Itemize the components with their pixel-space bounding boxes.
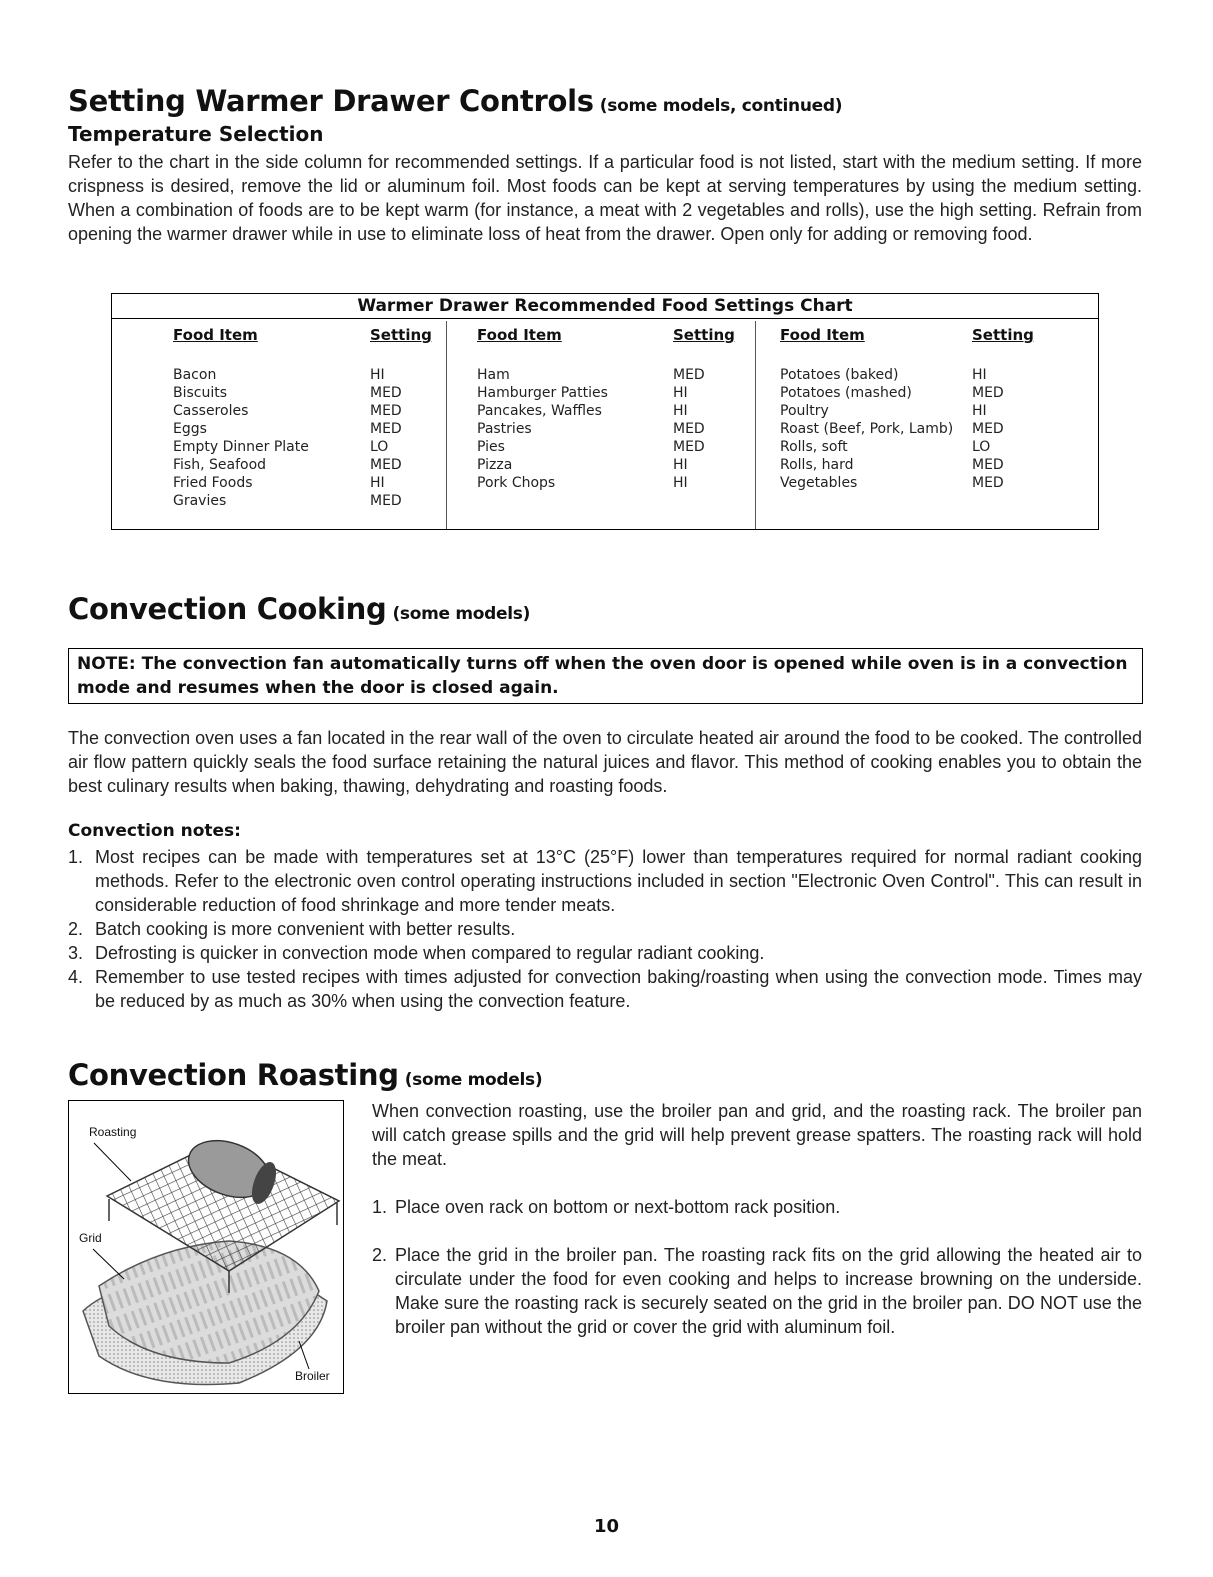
food-setting: MED <box>972 457 1004 473</box>
food-item: Rolls, soft <box>780 439 848 455</box>
roasting-step <box>372 1195 1142 1219</box>
food-item: Fish, Seafood <box>173 457 267 473</box>
step-text: Place oven rack on bottom or next-bottom rack position. <box>395 1197 841 1217</box>
food-item: Bacon <box>173 367 217 383</box>
chart-column-2 <box>477 321 752 529</box>
food-item: Pancakes, Waffles <box>477 403 602 419</box>
food-setting: MED <box>370 457 402 473</box>
food-setting: HI <box>972 403 987 419</box>
food-item: Casseroles <box>173 403 249 419</box>
broiler-pan-illustration <box>68 1100 344 1394</box>
food-setting: HI <box>370 475 385 491</box>
chart-divider <box>446 321 447 529</box>
food-setting: HI <box>673 403 688 419</box>
list-item <box>68 845 1142 917</box>
food-setting: LO <box>972 439 991 455</box>
step-number: 2. <box>372 1245 388 1265</box>
food-setting: HI <box>673 385 688 401</box>
chart-divider <box>755 321 756 529</box>
food-setting: MED <box>370 403 402 419</box>
list-number: 1. <box>68 847 84 867</box>
convection-title-sub: (some models) <box>392 604 531 624</box>
food-item: Vegetables <box>780 475 858 491</box>
chart-column-3 <box>780 321 1095 529</box>
food-item-header: Food Item <box>780 326 865 344</box>
food-item: Pies <box>477 439 505 455</box>
food-setting: LO <box>370 439 389 455</box>
grid-leader-line <box>93 1249 124 1279</box>
food-setting: MED <box>972 385 1004 401</box>
broiler-pan-drawing <box>69 1101 343 1393</box>
roasting-leader-line <box>94 1143 131 1181</box>
setting-header: Setting <box>370 326 432 344</box>
list-text: Batch cooking is more convenient with better results. <box>95 919 516 939</box>
roasting-text <box>372 1099 1142 1339</box>
food-item: Hamburger Patties <box>477 385 608 401</box>
food-item: Ham <box>477 367 510 383</box>
food-item: Gravies <box>173 493 227 509</box>
food-setting: MED <box>972 475 1004 491</box>
list-text: Most recipes can be made with temperatures set at 13°C (25°F) lower than temperatures required for normal radiant cooking methods. Refer to the electronic oven control operating instructions included in section "Electronic Oven Control". This can result in considerable reduction of food shrinkage and more tender meats. <box>95 847 1142 915</box>
warmer-title-sub: (some models, continued) <box>599 96 843 116</box>
page-number: 10 <box>593 1516 620 1537</box>
list-number: 4. <box>68 967 84 987</box>
food-setting: MED <box>673 439 705 455</box>
food-item: Pastries <box>477 421 532 437</box>
chart-column-1 <box>173 321 443 529</box>
grid-label: Grid <box>79 1231 102 1245</box>
list-text: Defrosting is quicker in convection mode when compared to regular radiant cooking. <box>95 943 765 963</box>
step-text: Place the grid in the broiler pan. The roasting rack fits on the grid allowing the heated air to circulate under the food for even cooking and helps to increase browning on the underside. Make sure the roasting rack is securely seated on the grid in the broiler pan. DO NOT use the broiler pan without the grid or cover the grid with aluminum foil. <box>395 1245 1142 1337</box>
list-item <box>68 917 1142 941</box>
convection-notes-list <box>68 845 1142 1013</box>
roasting-step <box>372 1243 1142 1339</box>
warmer-title: Setting Warmer Drawer Controls (some models, continued) <box>68 84 843 118</box>
food-item: Potatoes (baked) <box>780 367 899 383</box>
step-number: 1. <box>372 1197 388 1217</box>
temperature-selection-heading: Temperature Selection <box>68 122 324 146</box>
food-item: Eggs <box>173 421 207 437</box>
chart-title: Warmer Drawer Recommended Food Settings Chart <box>112 294 1098 319</box>
food-setting: MED <box>673 367 705 383</box>
convection-notes-heading: Convection notes: <box>68 821 241 841</box>
list-text: Remember to use tested recipes with times adjusted for convection baking/roasting when using the convection mode. Times may be reduced by as much as 30% when using the convection feature. <box>95 967 1142 1011</box>
setting-header: Setting <box>673 326 735 344</box>
broiler-label: Broiler <box>295 1369 330 1383</box>
food-setting: HI <box>972 367 987 383</box>
food-setting: MED <box>370 493 402 509</box>
food-setting: MED <box>370 421 402 437</box>
convection-note: NOTE: The convection fan automatically turns off when the oven door is opened while oven is in a convection mode and resumes when the door is closed again. <box>68 648 1143 704</box>
roasting-label: Roasting <box>89 1125 137 1139</box>
food-setting: HI <box>370 367 385 383</box>
food-setting: MED <box>370 385 402 401</box>
list-number: 2. <box>68 919 84 939</box>
setting-header: Setting <box>972 326 1034 344</box>
food-item: Rolls, hard <box>780 457 854 473</box>
list-item <box>68 965 1142 1013</box>
broiler-leader-line <box>299 1341 309 1369</box>
food-item: Roast (Beef, Pork, Lamb) <box>780 421 954 437</box>
roasting-title-sub: (some models) <box>404 1070 543 1090</box>
food-item: Pork Chops <box>477 475 556 491</box>
warmer-paragraph: Refer to the chart in the side column for recommended settings. If a particular food is not listed, start with the medium setting. If more crispness is desired, remove the lid or aluminum foil. Most foods can be kept at serving temperatures by using the medium setting. When a combination of foods are to be kept warm (for instance, a meat with 2 vegetables and rolls), use the high setting. Refrain from opening the warmer drawer while in use to eliminate loss of heat from the drawer. Open only for adding or removing food. <box>68 152 1142 244</box>
food-item: Fried Foods <box>173 475 253 491</box>
food-settings-chart <box>111 293 1099 530</box>
food-setting: HI <box>673 457 688 473</box>
convection-title: Convection Cooking (some models) <box>68 592 531 626</box>
food-setting: MED <box>673 421 705 437</box>
roasting-title: Convection Roasting (some models) <box>68 1058 543 1092</box>
food-item: Poultry <box>780 403 829 419</box>
food-item-header: Food Item <box>477 326 562 344</box>
food-setting: HI <box>673 475 688 491</box>
list-number: 3. <box>68 943 84 963</box>
food-item-header: Food Item <box>173 326 258 344</box>
roasting-intro: When convection roasting, use the broiler pan and grid, and the roasting rack. The broiler pan will catch grease spills and the grid will help prevent grease spatters. The roasting rack will hold the meat. <box>372 1101 1142 1169</box>
food-item: Biscuits <box>173 385 228 401</box>
food-item: Potatoes (mashed) <box>780 385 912 401</box>
convection-paragraph: The convection oven uses a fan located in the rear wall of the oven to circulate heated air around the food to be cooked. The controlled air flow pattern quickly seals the food surface retaining the natural juices and flavor. This method of cooking enables you to obtain the best culinary results when baking, thawing, dehydrating and roasting foods. <box>68 728 1142 796</box>
food-setting: MED <box>972 421 1004 437</box>
food-item: Pizza <box>477 457 513 473</box>
food-item: Empty Dinner Plate <box>173 439 309 455</box>
list-item <box>68 941 1142 965</box>
